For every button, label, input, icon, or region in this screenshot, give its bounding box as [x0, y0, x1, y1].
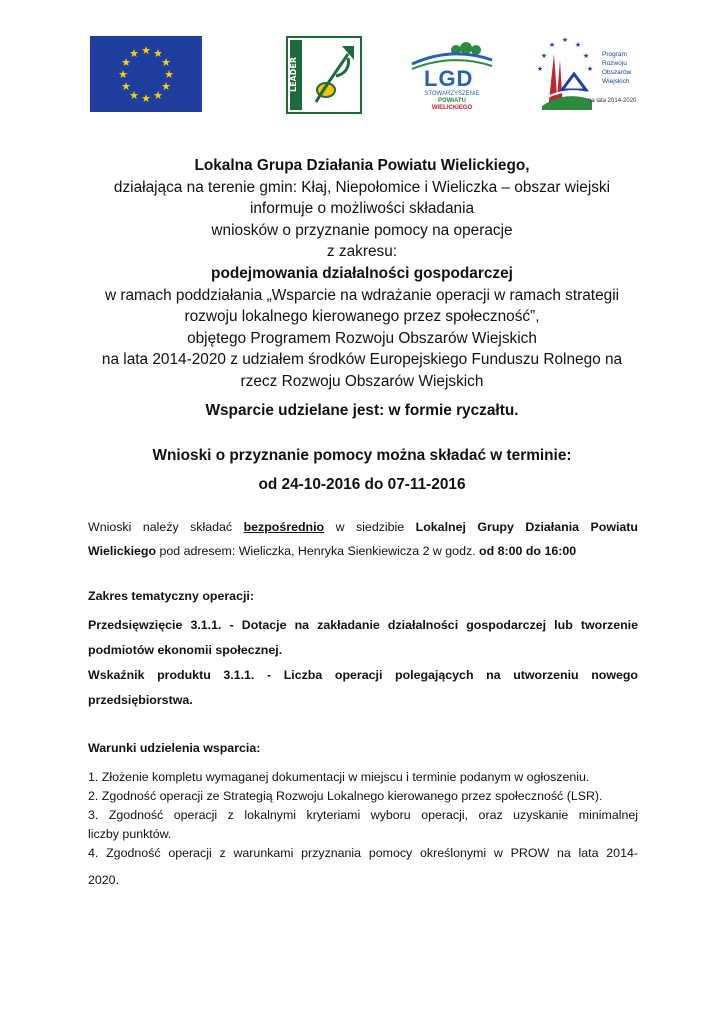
scope-heading: Zakres tematyczny operacji:	[88, 589, 254, 603]
announcement	[60, 155, 664, 393]
prow-logo	[530, 30, 642, 120]
submission-line-1	[88, 515, 638, 539]
svg-text:★: ★	[582, 52, 590, 60]
svg-text:★: ★	[161, 80, 171, 93]
svg-text:★: ★	[561, 36, 569, 44]
lgd-subtitle-2: POWIATU	[438, 98, 466, 104]
indicator-item: przedsiębiorstwa.	[88, 693, 193, 707]
announcement-line: informuje o możliwości składania	[249, 200, 475, 218]
condition-item: 2. Zgodność operacji ze Strategią Rozwoju Lokalnego kierowanego przez społeczność (LSR).	[88, 789, 603, 803]
submission-paragraph	[88, 515, 638, 563]
svg-text:★: ★	[141, 92, 151, 105]
svg-text:★: ★	[121, 56, 131, 69]
svg-text:★: ★	[536, 65, 544, 73]
prow-text	[602, 50, 631, 86]
org-name-inline: Lokalnej Grupy Działania Powiatu	[415, 520, 638, 534]
svg-text:★: ★	[574, 41, 582, 49]
scope-item: podmiotów ekonomii społecznej.	[88, 643, 283, 657]
org-name-inline: Wielickiego	[88, 544, 157, 558]
emphasis-direct: bezpośrednio	[243, 520, 325, 534]
prow-emblem-icon	[530, 30, 600, 120]
svg-text:★: ★	[129, 89, 139, 102]
support-form: Wsparcie udzielane jest: w formie ryczałtu.	[205, 402, 519, 419]
office-hours: od 8:00 do 16:00	[479, 544, 577, 558]
svg-text:★: ★	[129, 47, 139, 60]
leader-icon	[286, 36, 362, 114]
prow-line-5: na lata 2014-2020	[588, 98, 637, 104]
deadline-label: Wnioski o przyznanie pomocy można składać w terminie:	[152, 447, 572, 464]
announcement-line: rzecz Rozwoju Obszarów Wiejskich	[240, 372, 484, 390]
announcement-line: objętego Programem Rozwoju Obszarów Wiejskich	[187, 329, 537, 347]
condition-item: liczby punktów.	[88, 827, 172, 841]
condition-item: 2020.	[88, 873, 120, 887]
announcement-line: rozwoju lokalnego kierowanego przez społeczność”,	[184, 308, 540, 326]
conditions-section	[88, 737, 638, 897]
announcement-line: z zakresu:	[326, 243, 398, 261]
deadline-value: od 24-10-2016 do 07-11-2016	[258, 476, 466, 493]
address-text: pod adresem: Wieliczka, Henryka Sienkiewicza 2 w godz.	[156, 544, 480, 558]
svg-text:★: ★	[548, 41, 556, 49]
svg-text:★: ★	[153, 89, 163, 102]
condition-item: 3. Zgodność operacji z lokalnymi kryteriami wyboru operacji, oraz uzyskanie minimalnej	[88, 808, 638, 822]
scope-title: podejmowania działalności gospodarczej	[211, 264, 513, 282]
lgd-subtitle-3: WIELICKIEGO	[431, 105, 473, 111]
svg-text:★: ★	[121, 80, 131, 93]
prow-line-2: Rozwoju	[602, 60, 627, 67]
leader-logo	[286, 36, 362, 114]
text-span: Wnioski należy składać	[88, 520, 244, 534]
eu-stars-icon	[90, 36, 202, 112]
svg-text:★: ★	[164, 68, 174, 81]
submission-line-2	[88, 539, 638, 563]
scope-section	[88, 584, 638, 713]
svg-text:★: ★	[540, 52, 548, 60]
lgd-subtitle-1: STOWARZYSZENIE	[424, 91, 480, 97]
announcement-line: wniosków o przyznanie pomocy na operacje	[211, 221, 513, 239]
svg-text:★: ★	[586, 65, 594, 73]
condition-item: 1. Złożenie kompletu wymaganej dokumentacji w miejscu i terminie podanym w ogłoszeniu.	[88, 770, 590, 784]
prow-line-1: Program	[602, 51, 627, 58]
text-span: w siedzibie	[324, 520, 416, 534]
svg-text:★: ★	[141, 44, 151, 57]
lgd-logo	[406, 36, 498, 114]
announcement-line: na lata 2014-2020 z udziałem środków Europejskiego Funduszu Rolnego na	[101, 351, 623, 369]
indicator-item: Wskaźnik produktu 3.1.1. - Liczba operacji polegających na utworzeniu nowego	[88, 668, 638, 682]
prow-line-4: Wiejskich	[602, 78, 630, 85]
announcement-line: działająca na terenie gmin: Kłaj, Niepołomice i Wieliczka – obszar wiejski	[113, 178, 611, 196]
svg-text:★: ★	[161, 56, 171, 69]
conditions-heading: Warunki udzielenia wsparcia:	[88, 741, 261, 755]
condition-item: 4. Zgodność operacji z warunkami przyznania pomocy określonymi w PROW na lata 2014-	[88, 846, 638, 860]
svg-text:★: ★	[153, 47, 163, 60]
eu-flag-logo	[90, 36, 202, 112]
svg-text:★: ★	[118, 68, 128, 81]
prow-line-3: Obszarów	[602, 69, 632, 76]
lgd-mark: LGD	[424, 66, 474, 91]
announcement-line: w ramach poddziałania „Wsparcie na wdrażanie operacji w ramach strategii	[104, 286, 620, 304]
scope-item: Przedsięwzięcie 3.1.1. - Dotacje na zakładanie działalności gospodarczej lub tworzenie	[88, 618, 638, 632]
svg-text:LEADER: LEADER	[289, 56, 298, 92]
org-name: Lokalna Grupa Działania Powiatu Wielickiego,	[194, 157, 530, 174]
logo-bar	[0, 30, 724, 120]
